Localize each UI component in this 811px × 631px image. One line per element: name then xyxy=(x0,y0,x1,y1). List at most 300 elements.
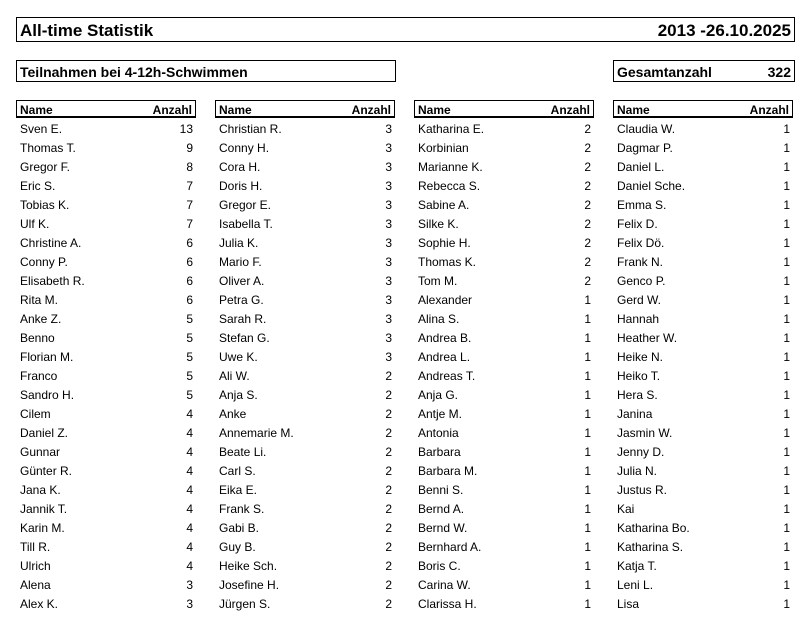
row-name: Anke xyxy=(219,407,247,421)
row-name: Christian R. xyxy=(219,122,282,136)
row-name: Annemarie M. xyxy=(219,426,294,440)
row-count: 1 xyxy=(584,483,591,497)
row-name: Sandro H. xyxy=(20,388,75,402)
row-name: Alina S. xyxy=(418,312,460,326)
table-row xyxy=(613,384,793,403)
table-row xyxy=(16,137,196,156)
table-row xyxy=(16,403,196,422)
row-name: Bernd W. xyxy=(418,521,468,535)
table-row xyxy=(215,384,395,403)
row-name: Claudia W. xyxy=(617,122,676,136)
row-name: Carina W. xyxy=(418,578,471,592)
table-row xyxy=(414,460,594,479)
row-count: 1 xyxy=(584,521,591,535)
row-count: 1 xyxy=(783,578,790,592)
page-title: All-time Statistik xyxy=(20,21,154,40)
row-count: 1 xyxy=(783,388,790,402)
table-row xyxy=(16,118,196,137)
row-count: 3 xyxy=(186,578,193,592)
row-name: Heike N. xyxy=(617,350,664,364)
row-count: 5 xyxy=(186,331,193,345)
row-name: Frank N. xyxy=(617,255,664,269)
row-name: Ali W. xyxy=(219,369,250,383)
row-count: 4 xyxy=(186,559,193,573)
row-count: 3 xyxy=(385,255,392,269)
row-name: Ulf K. xyxy=(20,217,50,231)
header-count: Anzahl xyxy=(749,103,789,117)
row-count: 6 xyxy=(186,236,193,250)
table-row xyxy=(414,137,594,156)
column-header xyxy=(215,100,395,118)
row-name: Justus R. xyxy=(617,483,668,497)
table-row xyxy=(215,574,395,593)
row-count: 2 xyxy=(584,274,591,288)
row-name: Tom M. xyxy=(418,274,458,288)
table-column-4 xyxy=(613,100,793,612)
row-count: 7 xyxy=(186,198,193,212)
row-name: Jenny D. xyxy=(617,445,665,459)
row-name: Anja G. xyxy=(418,388,459,402)
header-count: Anzahl xyxy=(351,103,391,117)
table-row xyxy=(215,536,395,555)
row-count: 6 xyxy=(186,293,193,307)
row-count: 4 xyxy=(186,521,193,535)
subtitle: Teilnahmen bei 4-12h-Schwimmen xyxy=(20,64,248,80)
header-name: Name xyxy=(617,103,650,117)
column-header xyxy=(613,100,793,118)
table-row xyxy=(613,251,793,270)
row-count: 4 xyxy=(186,445,193,459)
table-row xyxy=(16,517,196,536)
row-count: 1 xyxy=(584,559,591,573)
row-name: Hera S. xyxy=(617,388,658,402)
row-count: 8 xyxy=(186,160,193,174)
row-count: 3 xyxy=(385,198,392,212)
table-rows xyxy=(613,118,793,612)
row-name: Katja T. xyxy=(617,559,657,573)
total-box xyxy=(613,60,795,82)
row-name: Guy B. xyxy=(219,540,256,554)
row-name: Christine A. xyxy=(20,236,82,250)
total-label: Gesamtanzahl xyxy=(617,64,712,80)
table-row xyxy=(613,593,793,612)
row-count: 4 xyxy=(186,540,193,554)
row-name: Benni S. xyxy=(418,483,464,497)
row-count: 3 xyxy=(385,179,392,193)
row-count: 2 xyxy=(584,141,591,155)
row-count: 3 xyxy=(385,331,392,345)
row-name: Florian M. xyxy=(20,350,74,364)
table-row xyxy=(414,156,594,175)
table-row xyxy=(16,194,196,213)
row-count: 6 xyxy=(186,255,193,269)
row-count: 3 xyxy=(385,217,392,231)
table-row xyxy=(414,270,594,289)
row-count: 1 xyxy=(584,293,591,307)
row-name: Jana K. xyxy=(20,483,61,497)
table-row xyxy=(215,327,395,346)
table-row xyxy=(414,346,594,365)
row-count: 1 xyxy=(783,445,790,459)
row-count: 1 xyxy=(783,597,790,611)
row-name: Andrea L. xyxy=(418,350,471,364)
table-row xyxy=(613,574,793,593)
table-row xyxy=(613,555,793,574)
row-name: Leni L. xyxy=(617,578,654,592)
header-count: Anzahl xyxy=(550,103,590,117)
row-name: Janina xyxy=(617,407,653,421)
row-name: Hannah xyxy=(617,312,660,326)
row-count: 2 xyxy=(584,198,591,212)
title-bar xyxy=(16,17,795,42)
row-count: 2 xyxy=(584,236,591,250)
table-row xyxy=(613,232,793,251)
table-rows xyxy=(16,118,196,612)
table-row xyxy=(613,365,793,384)
table-column-1 xyxy=(16,100,196,612)
table-row xyxy=(16,479,196,498)
table-rows xyxy=(414,118,594,612)
row-name: Carl S. xyxy=(219,464,256,478)
row-count: 3 xyxy=(385,141,392,155)
row-count: 13 xyxy=(179,122,193,136)
row-count: 2 xyxy=(385,559,392,573)
date-range: 2013 -26.10.2025 xyxy=(657,21,791,40)
row-name: Heather W. xyxy=(617,331,678,345)
row-name: Ulrich xyxy=(20,559,51,573)
row-count: 3 xyxy=(385,122,392,136)
row-count: 4 xyxy=(186,502,193,516)
table-row xyxy=(414,213,594,232)
header-count: Anzahl xyxy=(152,103,192,117)
row-name: Emma S. xyxy=(617,198,667,212)
row-count: 2 xyxy=(385,483,392,497)
table-row xyxy=(613,137,793,156)
table-row xyxy=(613,498,793,517)
row-name: Cora H. xyxy=(219,160,261,174)
table-row xyxy=(16,270,196,289)
row-count: 5 xyxy=(186,350,193,364)
row-name: Andrea B. xyxy=(418,331,472,345)
row-name: Katharina E. xyxy=(418,122,485,136)
row-count: 3 xyxy=(186,597,193,611)
table-row xyxy=(613,479,793,498)
row-count: 2 xyxy=(385,426,392,440)
row-count: 1 xyxy=(783,483,790,497)
table-rows xyxy=(215,118,395,612)
row-name: Gerd W. xyxy=(617,293,662,307)
row-name: Benno xyxy=(20,331,55,345)
table-row xyxy=(215,517,395,536)
row-name: Bernd A. xyxy=(418,502,465,516)
table-row xyxy=(414,251,594,270)
table-row xyxy=(414,517,594,536)
row-count: 2 xyxy=(385,388,392,402)
row-count: 7 xyxy=(186,179,193,193)
row-count: 1 xyxy=(584,578,591,592)
row-count: 1 xyxy=(783,540,790,554)
table-row xyxy=(414,175,594,194)
table-row xyxy=(16,232,196,251)
row-name: Josefine H. xyxy=(219,578,280,592)
row-name: Clarissa H. xyxy=(418,597,477,611)
table-row xyxy=(414,422,594,441)
row-count: 1 xyxy=(783,217,790,231)
row-name: Uwe K. xyxy=(219,350,258,364)
row-count: 4 xyxy=(186,426,193,440)
row-name: Antje M. xyxy=(418,407,463,421)
row-name: Daniel Z. xyxy=(20,426,69,440)
table-row xyxy=(215,555,395,574)
table-row xyxy=(16,384,196,403)
table-column-3 xyxy=(414,100,594,612)
row-name: Marianne K. xyxy=(418,160,483,174)
table-row xyxy=(16,555,196,574)
table-row xyxy=(414,536,594,555)
row-count: 3 xyxy=(385,312,392,326)
row-count: 1 xyxy=(584,388,591,402)
row-count: 1 xyxy=(783,141,790,155)
table-row xyxy=(16,289,196,308)
row-count: 6 xyxy=(186,274,193,288)
row-count: 1 xyxy=(584,464,591,478)
table-row xyxy=(613,270,793,289)
table-row xyxy=(215,137,395,156)
table-row xyxy=(16,251,196,270)
row-count: 1 xyxy=(783,331,790,345)
table-row xyxy=(215,460,395,479)
table-row xyxy=(16,365,196,384)
table-row xyxy=(16,308,196,327)
table-row xyxy=(414,555,594,574)
row-name: Heike Sch. xyxy=(219,559,278,573)
table-row xyxy=(414,308,594,327)
row-name: Jasmin W. xyxy=(617,426,673,440)
row-count: 1 xyxy=(783,464,790,478)
row-name: Till R. xyxy=(20,540,51,554)
row-count: 2 xyxy=(385,502,392,516)
table-row xyxy=(613,346,793,365)
row-name: Felix D. xyxy=(617,217,658,231)
table-row xyxy=(613,194,793,213)
table-row xyxy=(414,327,594,346)
table-row xyxy=(613,403,793,422)
row-name: Julia N. xyxy=(617,464,658,478)
table-row xyxy=(16,460,196,479)
row-name: Katharina S. xyxy=(617,540,684,554)
row-count: 5 xyxy=(186,369,193,383)
row-name: Katharina Bo. xyxy=(617,521,690,535)
row-count: 2 xyxy=(385,521,392,535)
row-count: 1 xyxy=(783,236,790,250)
table-row xyxy=(215,156,395,175)
row-name: Eika E. xyxy=(219,483,258,497)
row-name: Sabine A. xyxy=(418,198,470,212)
table-row xyxy=(16,441,196,460)
table-row xyxy=(215,422,395,441)
row-name: Sven E. xyxy=(20,122,63,136)
table-row xyxy=(16,175,196,194)
row-count: 9 xyxy=(186,141,193,155)
row-name: Korbinian xyxy=(418,141,469,155)
table-row xyxy=(414,479,594,498)
table-row xyxy=(414,498,594,517)
row-count: 7 xyxy=(186,217,193,231)
row-count: 3 xyxy=(385,350,392,364)
row-count: 2 xyxy=(385,369,392,383)
table-row xyxy=(16,213,196,232)
table-row xyxy=(215,175,395,194)
row-name: Gunnar xyxy=(20,445,61,459)
row-name: Franco xyxy=(20,369,58,383)
table-row xyxy=(613,213,793,232)
table-row xyxy=(613,175,793,194)
table-row xyxy=(414,574,594,593)
table-row xyxy=(215,194,395,213)
row-name: Jannik T. xyxy=(20,502,68,516)
row-name: Bernhard A. xyxy=(418,540,482,554)
table-row xyxy=(215,289,395,308)
row-count: 3 xyxy=(385,274,392,288)
row-name: Jürgen S. xyxy=(219,597,271,611)
row-count: 3 xyxy=(385,293,392,307)
row-count: 1 xyxy=(584,350,591,364)
row-count: 2 xyxy=(584,122,591,136)
row-count: 1 xyxy=(584,445,591,459)
row-count: 1 xyxy=(783,179,790,193)
table-row xyxy=(215,308,395,327)
row-name: Stefan G. xyxy=(219,331,270,345)
table-row xyxy=(215,346,395,365)
table-row xyxy=(215,593,395,612)
row-count: 1 xyxy=(584,331,591,345)
table-row xyxy=(414,384,594,403)
row-count: 1 xyxy=(783,350,790,364)
row-count: 4 xyxy=(186,483,193,497)
header-name: Name xyxy=(418,103,451,117)
row-count: 1 xyxy=(783,274,790,288)
row-name: Anke Z. xyxy=(20,312,62,326)
row-count: 1 xyxy=(783,255,790,269)
row-name: Sophie H. xyxy=(418,236,471,250)
column-header xyxy=(414,100,594,118)
row-name: Boris C. xyxy=(418,559,461,573)
table-row xyxy=(414,194,594,213)
table-row xyxy=(613,156,793,175)
row-count: 1 xyxy=(783,426,790,440)
row-name: Frank S. xyxy=(219,502,265,516)
row-count: 2 xyxy=(584,217,591,231)
row-name: Doris H. xyxy=(219,179,263,193)
row-name: Alex K. xyxy=(20,597,59,611)
row-count: 2 xyxy=(584,255,591,269)
header-name: Name xyxy=(219,103,252,117)
table-row xyxy=(215,498,395,517)
row-name: Günter R. xyxy=(20,464,73,478)
row-name: Alena xyxy=(20,578,51,592)
table-row xyxy=(215,270,395,289)
table-row xyxy=(613,422,793,441)
row-name: Isabella T. xyxy=(219,217,273,231)
row-count: 1 xyxy=(584,502,591,516)
table-row xyxy=(215,118,395,137)
row-count: 5 xyxy=(186,388,193,402)
table-row xyxy=(16,327,196,346)
table-row xyxy=(613,517,793,536)
row-name: Oliver A. xyxy=(219,274,265,288)
row-count: 2 xyxy=(385,578,392,592)
table-row xyxy=(414,403,594,422)
row-count: 2 xyxy=(385,464,392,478)
row-name: Karin M. xyxy=(20,521,65,535)
row-name: Daniel L. xyxy=(617,160,665,174)
row-count: 2 xyxy=(584,179,591,193)
table-row xyxy=(414,118,594,137)
row-count: 1 xyxy=(584,426,591,440)
table-column-2 xyxy=(215,100,395,612)
table-row xyxy=(613,118,793,137)
row-name: Cilem xyxy=(20,407,51,421)
row-count: 1 xyxy=(584,407,591,421)
row-count: 1 xyxy=(783,407,790,421)
row-count: 3 xyxy=(385,160,392,174)
row-name: Daniel Sche. xyxy=(617,179,686,193)
row-name: Beate Li. xyxy=(219,445,267,459)
row-name: Anja S. xyxy=(219,388,258,402)
row-count: 1 xyxy=(783,293,790,307)
table-row xyxy=(215,232,395,251)
row-name: Petra G. xyxy=(219,293,264,307)
row-name: Silke K. xyxy=(418,217,459,231)
row-count: 4 xyxy=(186,407,193,421)
row-name: Genco P. xyxy=(617,274,666,288)
table-row xyxy=(16,498,196,517)
row-count: 1 xyxy=(584,540,591,554)
table-row xyxy=(16,536,196,555)
row-name: Alexander xyxy=(418,293,473,307)
table-row xyxy=(613,536,793,555)
row-count: 2 xyxy=(385,540,392,554)
table-row xyxy=(16,574,196,593)
total-value: 322 xyxy=(767,64,791,80)
row-count: 1 xyxy=(783,160,790,174)
row-name: Gregor F. xyxy=(20,160,71,174)
row-name: Felix Dö. xyxy=(617,236,665,250)
row-count: 1 xyxy=(783,559,790,573)
row-count: 1 xyxy=(783,369,790,383)
table-row xyxy=(16,422,196,441)
table-row xyxy=(215,251,395,270)
row-name: Eric S. xyxy=(20,179,56,193)
row-count: 1 xyxy=(783,198,790,212)
table-row xyxy=(414,365,594,384)
table-row xyxy=(613,308,793,327)
subtitle-bar xyxy=(16,60,396,82)
row-name: Thomas T. xyxy=(20,141,76,155)
table-row xyxy=(16,593,196,612)
row-count: 4 xyxy=(186,464,193,478)
row-count: 3 xyxy=(385,236,392,250)
table-row xyxy=(613,441,793,460)
row-name: Barbara xyxy=(418,445,461,459)
table-row xyxy=(215,441,395,460)
row-count: 1 xyxy=(584,597,591,611)
row-name: Andreas T. xyxy=(418,369,476,383)
row-name: Kai xyxy=(617,502,635,516)
table-row xyxy=(613,327,793,346)
row-name: Sarah R. xyxy=(219,312,267,326)
row-name: Rita M. xyxy=(20,293,59,307)
